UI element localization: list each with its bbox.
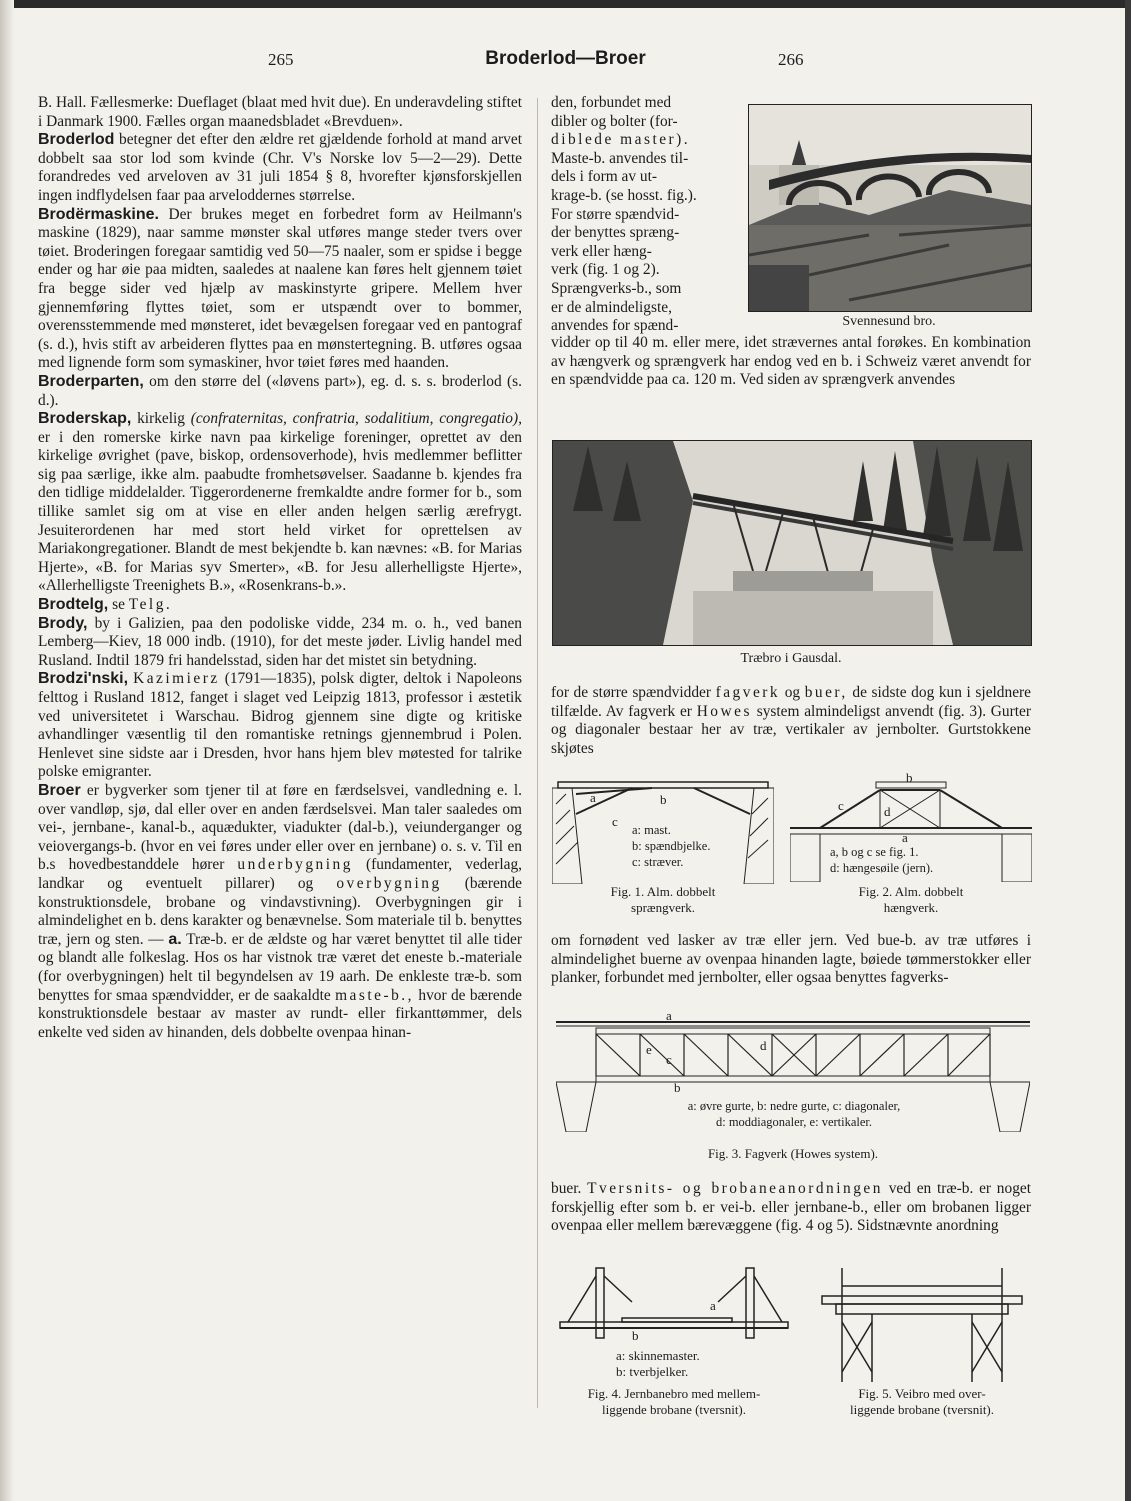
- entry-text: hvor de bærende konstruktionsdele bestaar av master av rundt- eller firkanttømmer, dels enkelte ved siden av hinanden, dels dobbelte ovenpaa hinan-: [38, 986, 522, 1041]
- legend-line: a: øvre gurte, b: nedre gurte, c: diagonaler,: [687, 1099, 901, 1113]
- section-marker: a.: [168, 930, 182, 948]
- entry-broderlod: [38, 131, 522, 205]
- scan-top-edge: [0, 0, 1131, 8]
- legend-line: b: tverbjelker.: [616, 1364, 689, 1379]
- figure-label: b: [674, 1080, 681, 1095]
- figure-2-haengverk: [790, 770, 1032, 920]
- text: og: [784, 684, 801, 701]
- caption-line: liggende brobane (tversnit).: [601, 1402, 747, 1417]
- paragraph: [551, 1180, 1031, 1236]
- figure-label: c: [838, 798, 844, 813]
- entry-brody: [38, 615, 522, 671]
- figure-label: e: [646, 1042, 652, 1057]
- figure-3-fagverk: [556, 1008, 1030, 1164]
- text: for de større spændvidder: [551, 684, 711, 701]
- figure-label: d: [884, 804, 891, 819]
- figure-caption: [552, 1386, 796, 1418]
- left-column: [38, 94, 522, 1042]
- spaced-term: overbygning: [336, 874, 442, 892]
- text-line: dels i form av ut-: [551, 168, 657, 186]
- entry-keyword: Broderskap,: [38, 410, 132, 428]
- figure-label: b: [660, 792, 667, 807]
- figure-legend: [830, 844, 933, 876]
- caption-line: hængverk.: [883, 900, 939, 915]
- entry-text: (fundamenter, vederlag, landkar og eventuelt pillarer) og: [38, 856, 522, 892]
- figure-legend: [614, 1098, 974, 1130]
- caption-line: sprængverk.: [631, 900, 695, 915]
- figure-label: a: [666, 1008, 672, 1023]
- text-line: Sprængverks-b., som: [551, 279, 682, 297]
- entry-broderskap: [38, 410, 522, 596]
- text-line: verk eller hæng-: [551, 242, 652, 260]
- text-line: den, forbundet med: [551, 94, 672, 111]
- spaced-term: maste-b.,: [335, 986, 414, 1004]
- spaced-term: Tversnits- og brobaneanordningen: [587, 1180, 883, 1197]
- page-number-left: 265: [268, 50, 294, 69]
- photo-gausdal-bridge: [552, 440, 1032, 646]
- entry-text: er i den romerske kirke navn paa kirkelige foreninger, oprettet av den kirkelige øvrighet (pave, biskop, ordensoverhode), hvis medlemmer beflitter sig paa særlige, ikke alm. paabudte fromhetsøvelser. Saadanne b. kjendes fra den tidlige middelalder. Tiggerordenerne fremkaldte andre former for b., som tillike samlet sig om at vise en eller anden helgen særlig ærefrygt. Jesuiterordenen har med stort held virket for oprettelsen av Mariakongregationer. Blandt de mest bekjendte b. kan nævnes: «B. for Marias Hjerte», «B. for Marias syv Smerter», «B. for Jesu allerhelligste Hjerte», «Allerhelligste Treenighets B.», «Rosenkrans-b.».: [38, 428, 522, 595]
- text-line: der benyttes spræng-: [551, 224, 680, 242]
- text-line: er de almindeligste,: [551, 298, 672, 316]
- figure-caption: [812, 1386, 1032, 1418]
- entry-latin: (confraternitas, confratria, sodalitium, congregatio),: [190, 410, 522, 428]
- spaced-term: underbygning: [237, 856, 353, 874]
- entry-text: Der brukes meget en forbedret form av Heilmann's maskine (1829), naar samme mønster skal utføres mange steder tvers over tøiet. Broderingen foregaar samtidig ved 50—75 naaler, som er spidse i begge ender og har øie paa midten, saaledes at naalene kan føres helt gjennem tøiet fra begge sider ved hjælp av maskinstyrte gripere. Mellem hver gjennemføring flyttes tøiet, som er utspændt over to bommer, overensstemmende med mønsteret, idet bevægelsen foregaar ved en pantograf (s. d.), hvis stift av arbeideren flyttes paa en mønstertegning. B. utføres ogsaa med lignende form som symaskiner, hvor tøiet føres med haanden.: [38, 205, 522, 372]
- figure-4-jernbanebro: [552, 1262, 796, 1422]
- entry-keyword: Brodzi'nski,: [38, 670, 129, 688]
- caption-line: liggende brobane (tversnit).: [849, 1402, 995, 1417]
- entry-text: om den større del («løvens part»), eg. d. s. s. broderlod (s. d.).: [38, 372, 522, 409]
- text: ved en træ-b. er noget forskjellig efter som b. er vei-b. eller jernbane-b., eller om brobanen ligger ovenpaa eller mellem bærevæggene (fig. 4 og 5). Sidstnævnte anordning: [551, 1180, 1031, 1235]
- entry-forename: Kazimierz: [133, 670, 220, 688]
- entry-keyword: Brodtelg,: [38, 596, 109, 614]
- caption-line: Fig. 1. Alm. dobbelt: [610, 884, 716, 899]
- legend-line: d: moddiagonaler, e: vertikaler.: [715, 1115, 873, 1129]
- scan-binding-shadow: [0, 0, 14, 1501]
- text-line: verk (fig. 1 og 2).: [551, 261, 660, 279]
- scan-right-edge: [1125, 0, 1131, 1501]
- right-column-narrow: [551, 94, 737, 336]
- entry-broer: [38, 782, 522, 1042]
- text-line: dibler og bolter (for-: [551, 112, 678, 130]
- caption-line: Fig. 4. Jernbanebro med mellem-: [587, 1386, 761, 1401]
- legend-line: b: spændbjelke.: [632, 839, 711, 853]
- legend-line: c: stræver.: [632, 855, 684, 869]
- entry-keyword: Broderlod: [38, 131, 115, 149]
- figure-label: a: [590, 790, 596, 805]
- legend-line: a: mast.: [632, 823, 671, 837]
- page-header: [0, 50, 1131, 80]
- entry-text: er bygverker som tjener til at føre en færdselsvei, vandledning e. l. over vandløp, sjø, dal eller over en anden færdselsvei. Man taler saaledes om vei-, jernbane-, kanal-b., aquædukter, viadukter (dal-b.), veiunderganger og veiovergangs-b. (hvor en vei føres under eller over en jernbane) o. s. v. Til en b.s hovedbestanddele hører: [38, 781, 522, 874]
- text: system almindeligst anvendt (fig. 3). Gurter og diagonaler bestaar her av træ, vertikaler av jernbolter. Gurtstokkene skjøtes: [551, 702, 1031, 757]
- text-line: krage-b. (se hosst. fig.).: [551, 186, 697, 204]
- figure-label: c: [666, 1052, 672, 1067]
- text: buer.: [551, 1180, 582, 1197]
- entry-text: Træ-b. er de ældste og har været benyttet til alle tider og blandt alle folkeslag. Hos os har vistnok træ været det eneste b.-materiale (for overbygningen) helt til begyndelsen av 19 aarh. De enkleste træ-b. som benyttes for smaa spændvidder, er de saakaldte: [38, 930, 522, 1004]
- entry-keyword: Brodërmaskine.: [38, 205, 159, 223]
- figure-label: b: [632, 1328, 639, 1343]
- entry-brodtelg: [38, 596, 522, 615]
- figure-legend: [616, 1348, 700, 1380]
- caption-line: Fig. 5. Veibro med over-: [858, 1386, 986, 1401]
- entry-text: by i Galizien, paa den podoliske vidde, 234 m. o. h., ved banen Lemberg—Kiev, 18 000 indb. (1910), for det meste jøder. Livlig handel med Rusland. Indtil 1879 fri handelsstad, siden har det mistet sin betydning.: [38, 614, 522, 669]
- paragraph: [551, 684, 1031, 758]
- entry-keyword: Brody,: [38, 614, 88, 632]
- entry-keyword: Broer: [38, 781, 81, 799]
- page-number-right: 266: [778, 50, 804, 69]
- entry-keyword: Broderparten,: [38, 372, 144, 390]
- spaced-term: Howes: [696, 702, 752, 720]
- cross-reference: Telg.: [128, 596, 173, 614]
- figure-caption: Fig. 3. Fagverk (Howes system).: [707, 1146, 879, 1161]
- paragraph: vidder op til 40 m. eller mere, idet strævernes antal forøkes. En kombination av hængverk og sprængverk har endog ved en b. i Schweiz været anvendt for en spændvidde paa ca. 120 m. Ved siden av sprængverk anvendes: [551, 334, 1031, 389]
- legend-line: a, b og c se fig. 1.: [830, 845, 919, 859]
- figure-1-spraengverk: [552, 774, 774, 920]
- column-rule: [537, 98, 538, 1408]
- figure-label: d: [760, 1038, 767, 1053]
- entry-text: betegner det efter den ældre ret gjældende forhold at mand arvet dobbelt saa stor lod som kvinde (Chr. V's Norske lov 5—2—29). Dette forandredes ved arveloven av 31 juli 1854 § 8, hvorefter kjønsforskjellen ingen indflydelsen faar paa arveloddernes størrelse.: [38, 131, 522, 204]
- legend-line: d: hængesøile (jern).: [830, 861, 934, 875]
- text-line: For større spændvid-: [551, 205, 680, 223]
- figure-5-veibro: [812, 1262, 1032, 1422]
- spaced-term: buer,: [804, 684, 848, 701]
- photo-caption: Træbro i Gausdal.: [740, 651, 842, 666]
- text-line: Maste-b. anvendes til-: [551, 149, 689, 167]
- running-title: Broderlod—Broer: [485, 48, 646, 69]
- paragraph: B. Hall. Fællesmerke: Dueflaget (blaat med hvit due). En underavdeling stiftet i Danmark 1900. Fælles organ maanedsbladet «Brevduen».: [38, 94, 522, 130]
- figure-label: a: [902, 830, 908, 845]
- entry-broderparten: [38, 373, 522, 410]
- figure-label: a: [710, 1298, 716, 1313]
- entry-brodermaskine: [38, 206, 522, 373]
- figure-caption: [552, 884, 774, 916]
- figure-caption: [790, 884, 1032, 916]
- legend-line: a: skinnemaster.: [616, 1348, 700, 1363]
- entry-text: se: [112, 596, 125, 614]
- photo-caption: Svennesund bro.: [842, 314, 936, 329]
- photo-svennesund-bridge: [748, 104, 1032, 312]
- spaced-term: fagverk: [715, 684, 781, 701]
- text: de sidste dog kun i sjeldnere tilfælde. Av fagverk er: [551, 684, 1031, 720]
- text-line: anvendes for spænd-: [551, 317, 679, 335]
- entry-text: (bærende konstruktionsdele, brobane og vindavstivning). Overbygningen gir i almindelighet en b. dens karakter og benævnelse. Som materiale til b. benyttes træ, jern og sten. —: [38, 874, 522, 948]
- entry-text: kirkelig: [137, 410, 185, 428]
- entry-text: (1791—1835), polsk digter, deltok i Napoleons felttog i Rusland 1812, fanget i slaget ved Leipzig 1813, professor i æstetik ved universitetet i Warschau. Bidrog gjennem sine digte og kritiske avhandlinger væsentlig til den romantiske retnings gjennembrud i Polen. Henlevet sine sidste aar i Dresden, hvor hans hjem blev møtested for talrike polske emigranter.: [38, 670, 523, 781]
- figure-legend: [632, 822, 710, 870]
- entry-brodzinski: [38, 670, 522, 782]
- text-line: diblede master).: [551, 131, 691, 149]
- paragraph: om fornødent ved lasker av træ eller jern. Ved bue-b. av træ utføres i almindelighet buerne av ovenpaa hinanden lagte, bøiede tømmerstokker eller planker, forbundet med jernbolter, eller ogsaa benyttes fagverks-: [551, 932, 1031, 987]
- figure-label: c: [612, 814, 618, 829]
- figure-label: b: [906, 770, 913, 785]
- caption-line: Fig. 2. Alm. dobbelt: [858, 884, 964, 899]
